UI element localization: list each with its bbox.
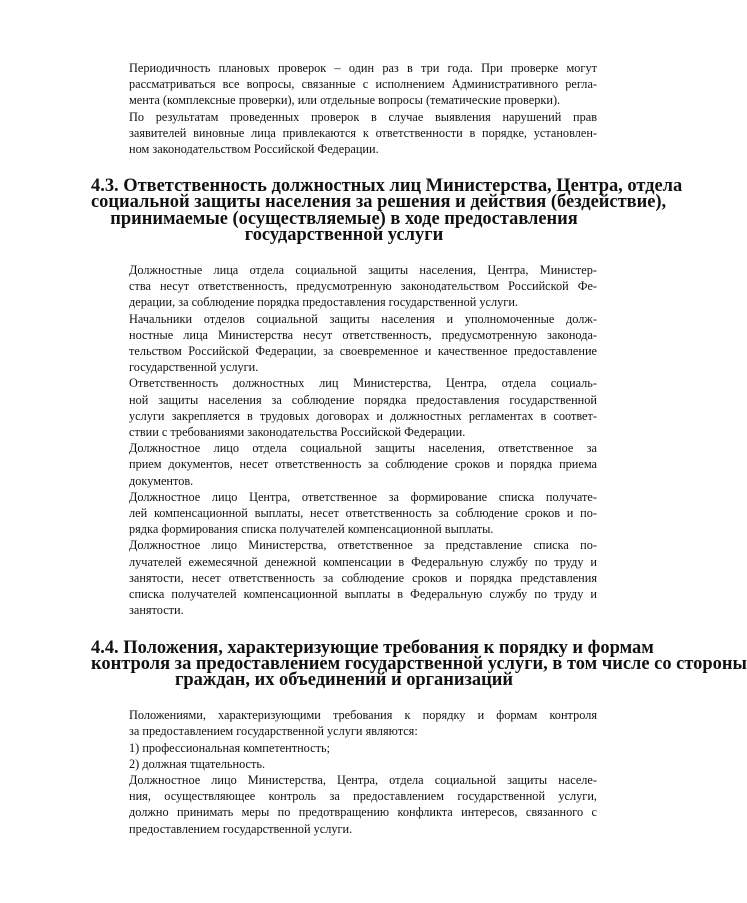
text-line: лей компенсационной выплаты, несет ответственность за соблюдение сроков и по-: [129, 506, 597, 521]
text-line: дерации, за соблюдение порядка предоставления государственной услуги.: [129, 295, 518, 310]
paragraph-center-list: [91, 489, 597, 538]
heading-line: контроля за предоставлением государственной услуги, в том числе со стороны: [91, 652, 747, 673]
text-line: лучателей ежемесячной денежной компенсации в Федеральную службу по труду и: [129, 554, 597, 569]
text-line: мента (комплексные проверки), или отдельные вопросы (тематические проверки).: [129, 93, 561, 108]
section-heading-4-4: [91, 636, 747, 689]
paragraph-labor-contracts: [91, 375, 597, 440]
text-line: Должностное лицо Министерства, Центра, отдела социальной защиты населе-: [129, 772, 597, 787]
text-line: предоставлением государственной услуги.: [129, 821, 353, 836]
text-line: тельством Российской Федерации, за своевременное и качественное предоставление: [129, 344, 597, 359]
text-line: ства несут ответственность, предусмотренную законодательством Российской Фе-: [129, 279, 597, 294]
heading-line: 4.4. Положения, характеризующие требования к порядку и формам: [91, 636, 654, 657]
text-line: занятости.: [129, 603, 184, 618]
list-item-text: 2) должная тщательность.: [129, 756, 266, 771]
text-line: документов.: [129, 473, 194, 488]
paragraph-document-reception: [91, 440, 597, 489]
text-line: прием документов, несет ответственность за соблюдение сроков и порядка приема: [129, 457, 597, 472]
text-line: Периодичность плановых проверок – один раз в три года. При проверке могут: [129, 61, 597, 75]
paragraph-ministry-list: [91, 537, 597, 618]
paragraph-conflict-of-interest: [91, 772, 597, 837]
heading-line: социальной защиты населения за решения и действия (бездействие),: [91, 191, 667, 212]
text-line: Должностные лица отдела социальной защиты населения, Центра, Министер-: [129, 263, 597, 278]
text-line: занятости, несет ответственность за соблюдение сроков и порядка представления: [129, 570, 597, 585]
heading-line: 4.3. Ответственность должностных лиц Министерства, Центра, отдела: [91, 175, 683, 196]
text-line: ностные лица Министерства несут ответственность, предусмотренную законода-: [129, 327, 597, 342]
heading-line: государственной услуги: [244, 223, 444, 244]
document-page: [91, 60, 747, 837]
text-line: заявителей виновные лица привлекаются к ответственности в порядке, установлен-: [129, 125, 597, 140]
list-item: [91, 740, 597, 756]
text-line: Должностное лицо Центра, ответственное за формирование списка получате-: [129, 489, 597, 504]
paragraph-control-requirements: [91, 707, 597, 739]
text-line: ном законодательством Российской Федерации.: [129, 142, 379, 157]
text-line: ния, осуществляющее контроль за предоставлением государственной услуги,: [129, 789, 597, 804]
paragraph-officials-responsibility: [91, 262, 597, 311]
text-line: Ответственность должностных лиц Министерства, Центра, отдела социаль-: [129, 376, 597, 391]
text-line: Должностное лицо отдела социальной защиты населения, ответственное за: [129, 441, 597, 456]
text-line: ствии с требованиями законодательства Российской Федерации.: [129, 425, 466, 440]
heading-line: принимаемые (осуществляемые) в ходе предоставления: [110, 207, 578, 228]
paragraph-inspection-results: [91, 109, 597, 158]
paragraph-inspection-frequency: [91, 60, 597, 109]
text-line: Должностное лицо Министерства, ответственное за представление списка по-: [129, 538, 597, 553]
text-line: Положениями, характеризующими требования к порядку и формам контроля: [129, 708, 597, 723]
text-line: должно принимать меры по предотвращению конфликта интересов, связанного с: [129, 805, 597, 820]
paragraph-department-heads: [91, 311, 597, 376]
text-line: государственной услуги.: [129, 360, 259, 375]
text-line: По результатам проведенных проверок в случае выявления нарушений прав: [129, 109, 597, 124]
list-item-text: 1) профессиональная компетентность;: [129, 740, 330, 755]
text-line: ной защиты населения за соблюдение порядка предоставления государственной: [129, 392, 597, 407]
section-heading-4-3: [91, 175, 683, 244]
text-line: Начальники отделов социальной защиты населения и уполномоченные долж-: [129, 311, 597, 326]
text-line: рассматриваться все вопросы, связанные с исполнением Административного регла-: [129, 77, 597, 92]
list-item: [91, 756, 597, 772]
text-line: услуги закрепляется в трудовых договорах и должностных регламентах в соответ-: [129, 408, 597, 423]
heading-line: граждан, их объединений и организаций: [175, 668, 513, 689]
text-line: рядка формирования списка получателей компенсационной выплаты.: [129, 522, 494, 537]
text-line: списка получателей компенсационной выплаты в Федеральную службу по труду и: [129, 587, 597, 602]
text-line: за предоставлением государственной услуги являются:: [129, 724, 418, 739]
